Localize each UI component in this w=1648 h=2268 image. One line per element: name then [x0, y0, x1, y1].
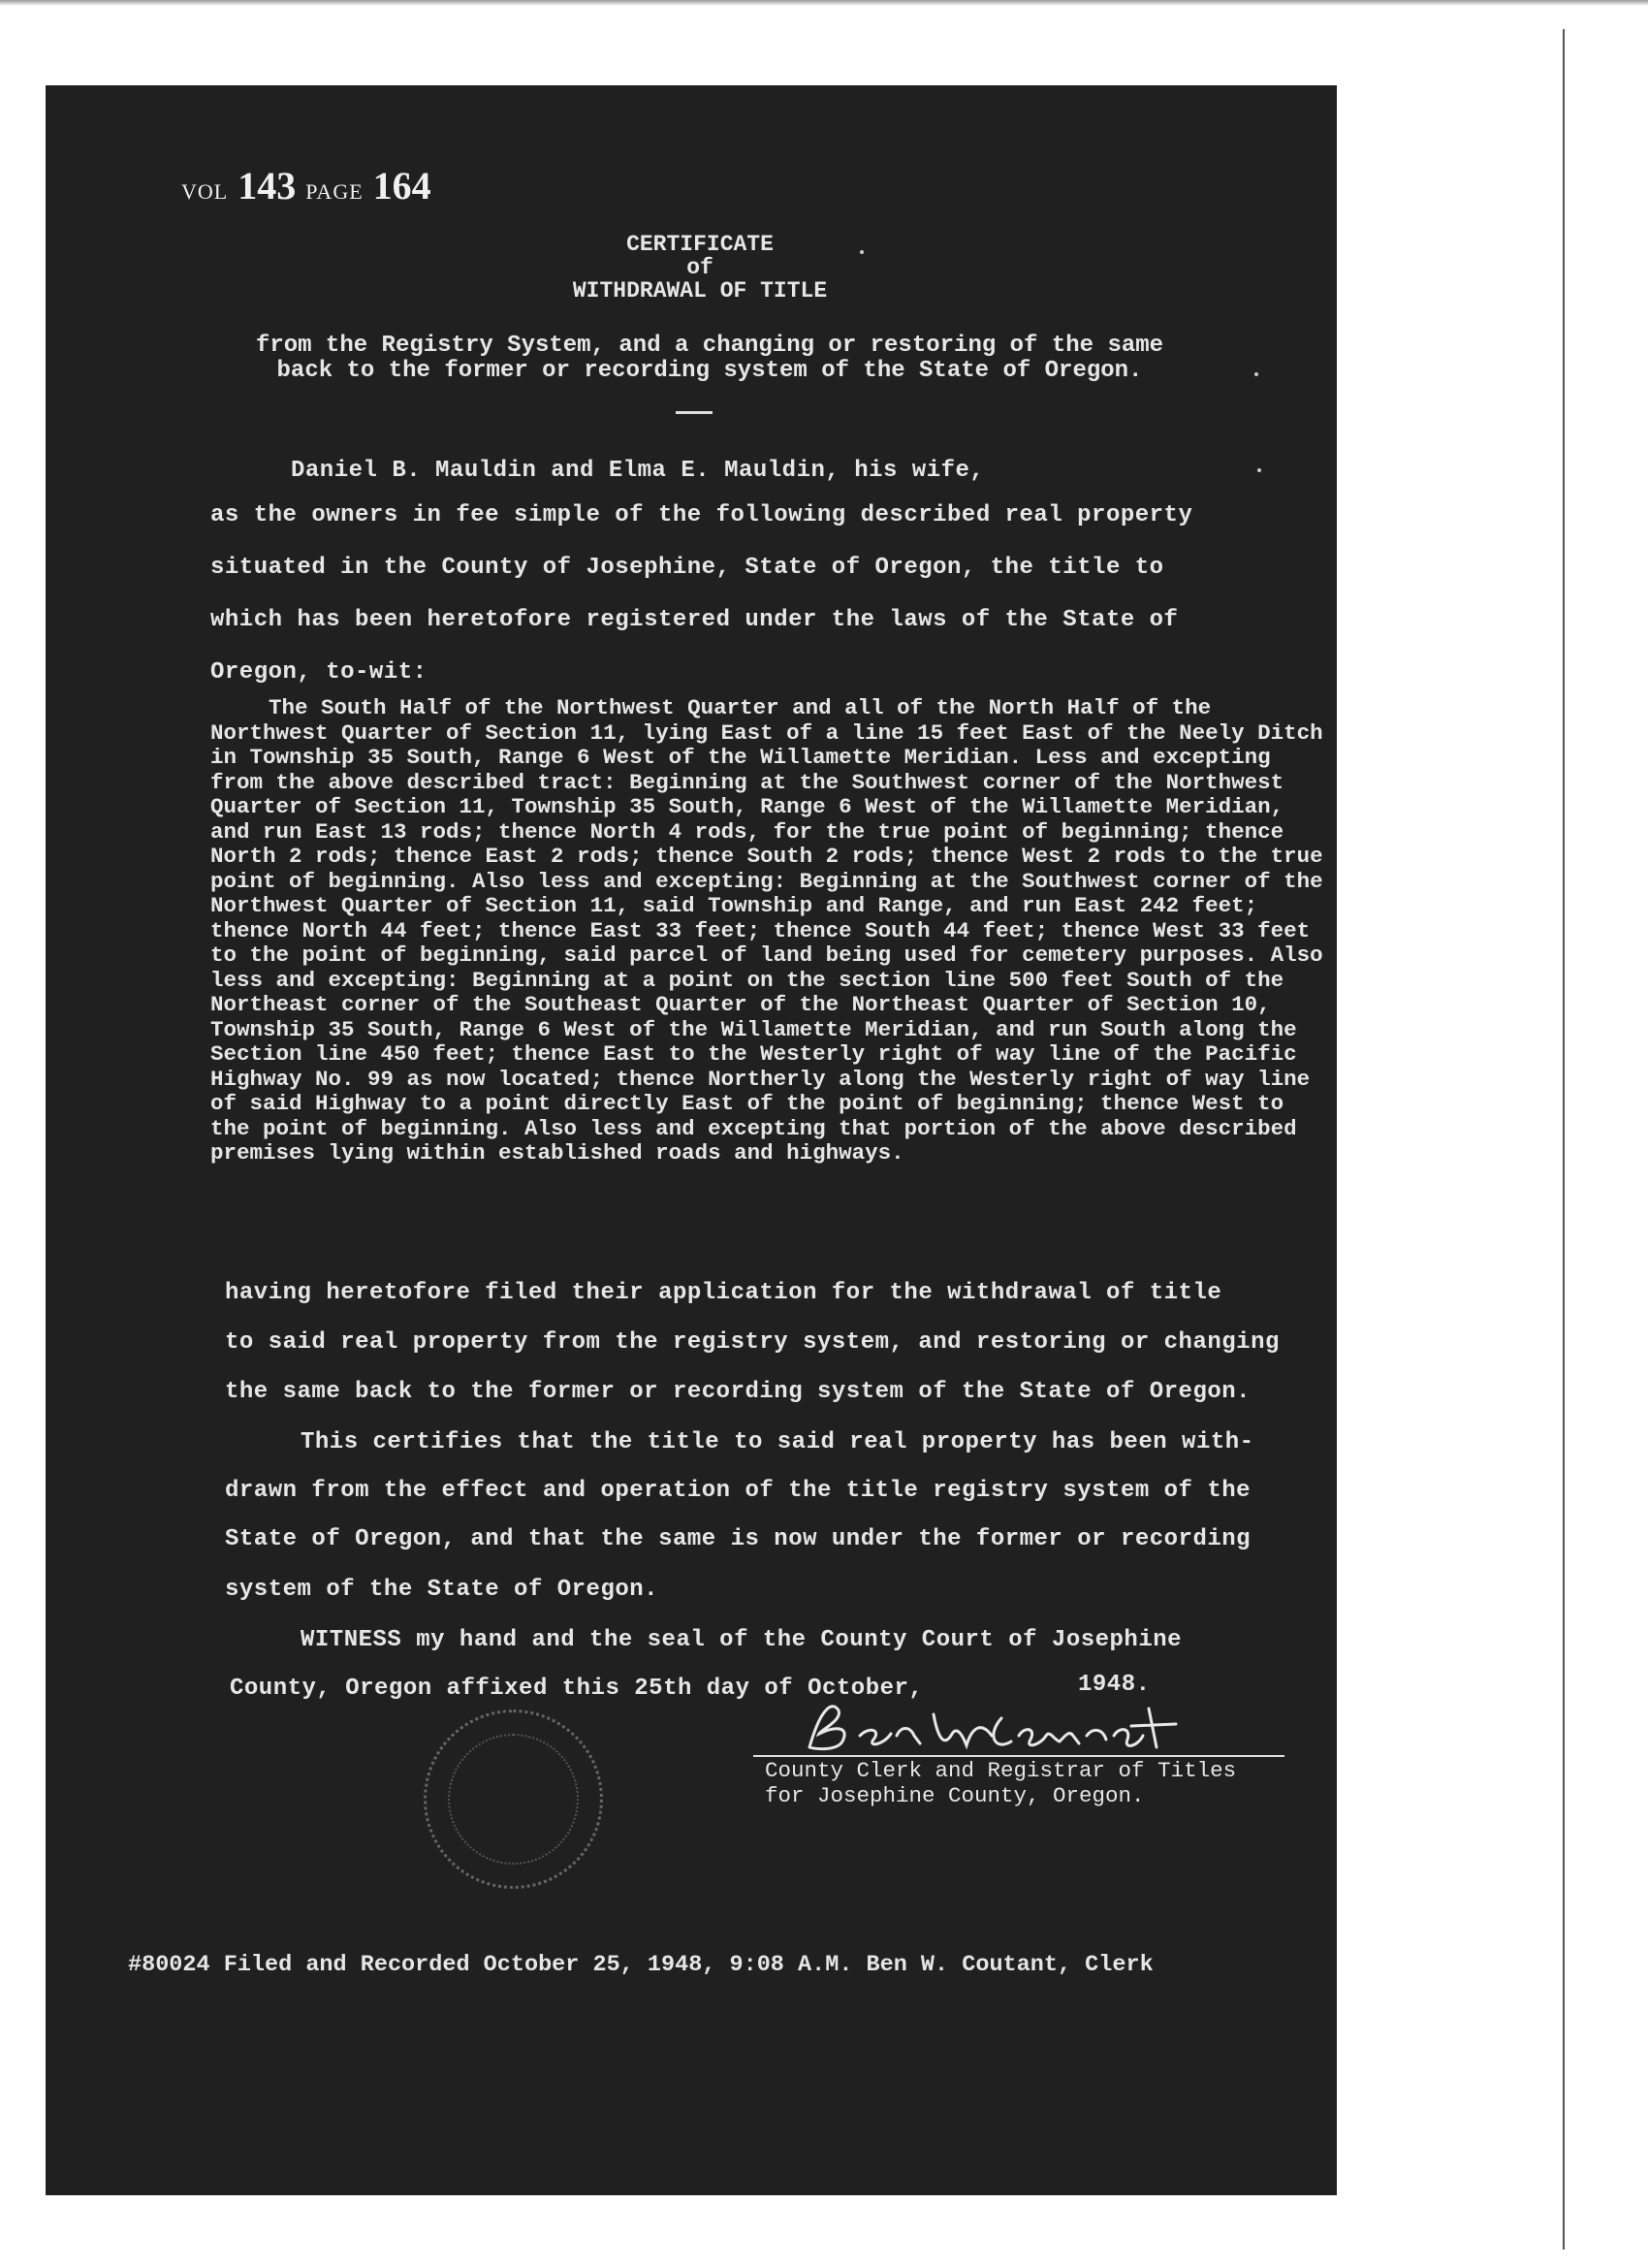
signature-title-line-2: for Josephine County, Oregon.: [765, 1783, 1145, 1808]
certification-line-1: This certifies that the title to said real property has been with-: [301, 1429, 1254, 1455]
signature-graphic: [792, 1697, 1296, 1757]
vol-label: VOL: [181, 179, 229, 204]
subtitle-line-2: back to the former or recording system of the State of Oregon.: [276, 358, 1143, 384]
application-line-3: the same back to the former or recording system of the State of Oregon.: [225, 1379, 1252, 1405]
certification-line-4: system of the State of Oregon.: [225, 1577, 659, 1603]
certification-line-2: drawn from the effect and operation of the title registry system of the: [225, 1478, 1252, 1504]
scan-speck: [1254, 372, 1258, 376]
scan-top-edge: [0, 0, 1648, 6]
scan-page-edge: [1563, 29, 1565, 2250]
scan-speck: [1257, 468, 1261, 472]
intro-line-3: which has been heretofore registered under the laws of the State of: [210, 607, 1179, 633]
witness-year: 1948.: [1078, 1672, 1151, 1698]
title-divider: [676, 411, 713, 414]
intro-line-4: Oregon, to-wit:: [210, 659, 428, 686]
witness-line-1: WITNESS my hand and the seal of the County Court of Josephine: [301, 1627, 1183, 1653]
title-line-1: CERTIFICATE: [626, 232, 774, 257]
county-seal: [424, 1709, 603, 1889]
volume-page-stamp: [181, 163, 437, 208]
page-number: 164: [372, 164, 431, 208]
title-line-2: of: [686, 255, 713, 280]
application-line-1: having heretofore filed their application for the withdrawal of title: [225, 1280, 1222, 1306]
intro-line-1: as the owners in fee simple of the following described real property: [210, 502, 1193, 528]
signature-line: [753, 1755, 1284, 1757]
page-label: PAGE: [305, 179, 364, 204]
witness-line-2: County, Oregon affixed this 25th day of October,: [230, 1676, 924, 1702]
application-line-2: to said real property from the registry system, and restoring or changing: [225, 1329, 1280, 1356]
certificate-sheet: [46, 85, 1337, 2195]
legal-description-text: The South Half of the Northwest Quarter and all of the North Half of the Northwest Quarter of Section 11, lying East of a line 15 feet East of the Neely Ditch in Township 35 South, Range 6 West of the Willamette Meridian. Less and excepting from the above described tract: Beginning at the Southwest corner of the Northwest Quarter of Section 11, Township 35 South, Range 6 West of the Willamette Meridian, and run East 13 rods; thence North 4 rods, for the true point of beginning; thence North 2 rods; thence East 2 rods; thence South 2 rods; thence West 2 rods to the true point of beginning. Also less and excepting: Beginning at the Southwest corner of the Northwest Quarter of Section 11, said Township and Range, and run East 242 feet; thence North 44 feet; thence East 33 feet; thence South 44 feet; thence West 33 feet to the point of beginning, said parcel of land being used for cemetery purposes. Also less and excepting: Beginning at a point on the section line 500 feet South of the Northeast corner of the Southeast Quarter of the Northeast Quarter of Section 10, Township 35 South, Range 6 West of the Willamette Meridian, and run South along the Section line 450 feet; thence East to the Westerly right of way line of the Pacific Highway No. 99 as now located; thence Northerly along the Westerly right of way line of said Highway to a point directly East of the point of beginning; thence West to the point of beginning. Also less and excepting that portion of the above described premises lying within established roads and highways.: [210, 695, 1323, 1166]
vol-number: 143: [238, 164, 297, 208]
title-line-3: WITHDRAWAL OF TITLE: [572, 278, 828, 303]
owners-line: Daniel B. Mauldin and Elma E. Mauldin, his wife,: [291, 458, 985, 484]
county-seal-inner-ring: [448, 1734, 579, 1865]
signature-title-line-1: County Clerk and Registrar of Titles: [765, 1758, 1237, 1783]
legal-description: [210, 696, 1325, 1166]
scan-speck: [860, 250, 864, 254]
certification-line-3: State of Oregon, and that the same is now under the former or recording: [225, 1526, 1252, 1552]
recording-footer: #80024 Filed and Recorded October 25, 1948, 9:08 A.M. Ben W. Coutant, Clerk: [128, 1952, 1154, 1978]
subtitle-line-1: from the Registry System, and a changing or restoring of the same: [255, 333, 1164, 359]
intro-line-2: situated in the County of Josephine, State of Oregon, the title to: [210, 555, 1164, 581]
